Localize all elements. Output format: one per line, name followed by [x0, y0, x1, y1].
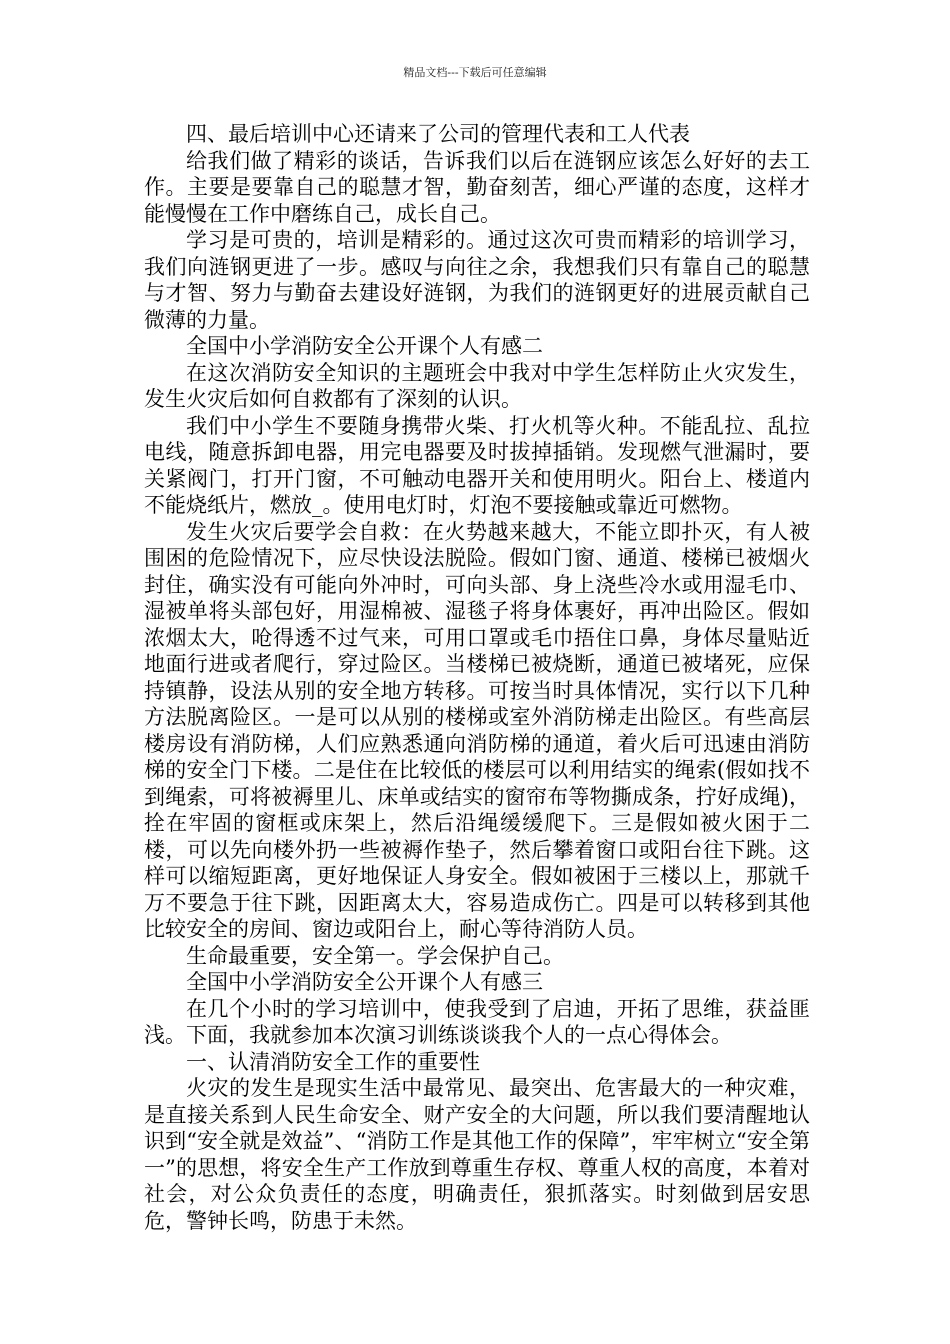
paragraph-training-insight: 在几个小时的学习培训中，使我受到了启迪，开拓了思维，获益匪浅。下面，我就参加本次演习训练谈谈我个人的一点心得体会。	[144, 996, 810, 1047]
section-title-2: 全国中小学消防安全公开课个人有感二	[186, 334, 543, 358]
paragraph-self-rescue: 发生火灾后要学会自救：在火势越来越大，不能立即扑灭，有人被围困的危险情况下，应尽快设法脱险。假如门窗、通道、楼梯已被烟火封住，确实没有可能向外冲时，可向头部、身上浇些冷水或用湿毛巾、湿被单将头部包好，用湿棉被、湿毯子将身体裹好，再冲出险区。假如浓烟太大，呛得透不过气来，可用口罩或毛巾捂住口鼻，身体尽量贴近地面行进或者爬行，穿过险区。当楼梯已被烧断，通道已被堵死，应保持镇静，设法从别的安全地方转移。可按当时具体情况，实行以下几种方法脱离险区。一是可以从别的楼梯或室外消防梯走出险区。有些高层楼房设有消防梯，人们应熟悉通向消防梯的通道，着火后可迅速由消防梯的安全门下楼。二是住在比较低的楼层可以利用结实的绳索(假如找不到绳索，可将被褥里儿、床单或结实的窗帘布等物撕成条，拧好成绳)，拴在牢固的窗框或床架上，然后沿绳缓缓爬下。三是假如被火困于二楼，可以先向楼外扔一些被褥作垫子，然后攀着窗口或阳台往下跳。这样可以缩短距离，更好地保证人身安全。假如被困于三楼以上，那就千万不要急于往下跳，因距离太大，容易造成伤亡。四是可以转移到其他比较安全的房间、窗边或阳台上，耐心等待消防人员。	[144, 519, 810, 941]
paragraph-learning-valuable: 学习是可贵的，培训是精彩的。通过这次可贵而精彩的培训学习，我们向涟钢更进了一步。感叹与向往之余，我想我们只有靠自己的聪慧与才智、努力与勤奋去建设好涟钢，为我们的涟钢更好的进展贡献自己微薄的力量。	[144, 228, 810, 332]
paragraph-fire-hazard: 火灾的发生是现实生活中最常见、最突出、危害最大的一种灾难，是直接关系到人民生命安全、财产安全的大问题，所以我们要清醒地认识到“安全就是效益”、“消防工作是其他工作的保障”，牢牢树立“安全第一”的思想，将安全生产工作放到尊重生存权、尊重人权的高度，本着对社会，对公众负责任的态度，明确责任，狠抓落实。时刻做到居安思危，警钟长鸣，防患于未然。	[144, 1076, 810, 1233]
paragraph-fire-prevention: 我们中小学生不要随身携带火柴、打火机等火种。不能乱拉、乱拉电线，随意拆卸电器，用完电器要及时拔掉插销。发现燃气泄漏时，要关紧阀门，打开门窗，不可触动电器开关和使用明火。阳台上、楼道内不能烧纸片，燃放_。使用电灯时，灯泡不要接触或靠近可燃物。	[144, 413, 810, 517]
document-body	[144, 121, 810, 1234]
paragraph-training-representatives: 四、最后培训中心还请来了公司的管理代表和工人代表	[186, 122, 690, 146]
paragraph-talk-content: 给我们做了精彩的谈话，告诉我们以后在涟钢应该怎么好好的去工作。主要是要靠自己的聪慧才智，勤奋刻苦，细心严谨的态度，这样才能慢慢在工作中磨练自己，成长自己。	[144, 148, 810, 226]
paragraph-life-first: 生命最重要，安全第一。学会保护自己。	[186, 943, 564, 968]
paragraph-class-meeting: 在这次消防安全知识的主题班会中我对中学生怎样防止火灾发生，发生火灾后如何自救都有了深刻的认识。	[144, 360, 810, 411]
page-header: 精品文档---下载后可任意编辑	[403, 66, 547, 79]
subheading-importance: 一、认清消防安全工作的重要性	[186, 1049, 480, 1074]
section-title-3: 全国中小学消防安全公开课个人有感三	[186, 970, 543, 994]
